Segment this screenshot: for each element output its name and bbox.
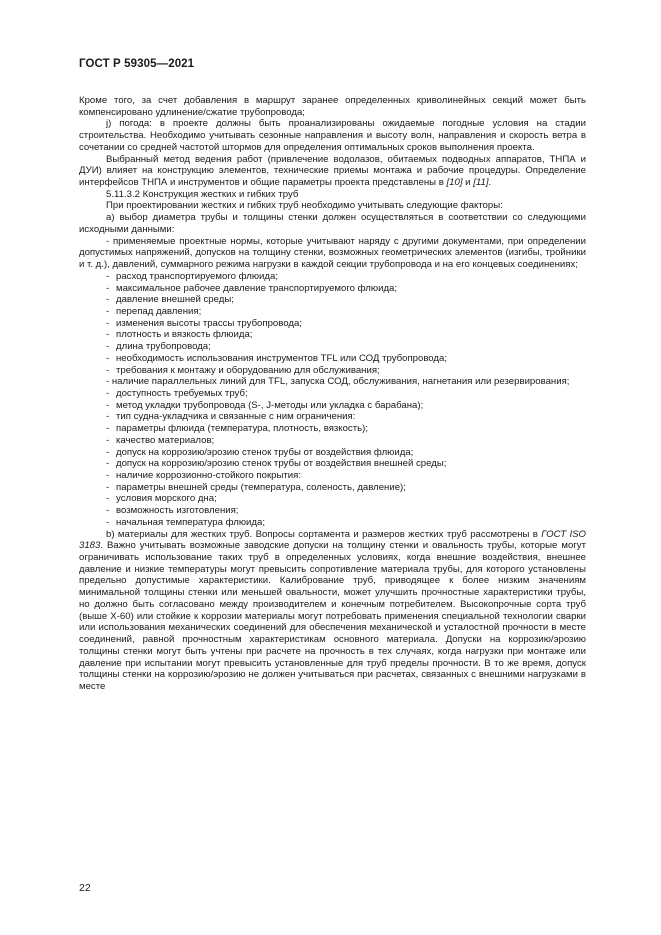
list-item: - перепад давления; [106,305,202,317]
list-item: - метод укладки трубопровода (S-, J-методы или укладка с барабана); [106,399,424,411]
paragraph-weather: j) погода: в проекте должны быть проанализированы ожидаемые погодные условия на стадии строительства. Необходимо учитывать сезонные направления и высоту волн, направления и скорость ветра в сочетании со средней частотой штормов для определения оптимальных сроков выполнения проекта. [79,118,586,153]
list-item: - параметры внешней среды (температура, соленость, давление); [106,481,406,493]
list-item: - тип судна-укладчика и связанные с ним ограничения: [106,411,356,423]
page-body [79,95,586,693]
list-item: - возможность изготовления; [106,505,239,517]
list-item: - максимальное рабочее давление транспортируемого флюида; [106,282,398,294]
paragraph: Кроме того, за счет добавления в маршрут заранее определенных криволинейных секций может быть компенсировано удлинение/сжатие трубопровода; [79,95,586,118]
list-item: - необходимость использования инструментов TFL или СОД трубопровода; [106,352,448,364]
paragraph-item-a: а) выбор диаметра трубы и толщины стенки должен осуществляться в соответствии со следующими исходными данными: [79,212,586,235]
paragraph-item-b: b) материалы для жестких труб. Вопросы сортамента и размеров жестких труб рассмотрены в ГОСТ ISO 3183. Важно учитывать возможные заводские допуски на толщину стенки и овальность трубы, которые могут ограничивать использование таких труб в определенных условиях, когда внешние воздействия, внешнее давление и низкие температуры могут превысить сопротивление материала трубы, для которого установлены предельно допустимые характеристики. Калибрование труб, приводящее к более низким значениям минимальной толщины стенки или меньшей овальности, может улучшить прочностные характеристики трубы, но должно быть согласовано между производителем и конечным потребителем. Высокопрочные сорта труб (выше Х-60) или стойкие к коррозии материалы могут потребовать применения специальной технологии сварки или использования механических соединений для обеспечения механической и усталостной прочности в месте соединений, равной прочностным характеристикам основного материала. Допуски на коррозию/эрозию толщины стенки могут быть учтены при расчете на прочность в тех случаях, когда нагрузки при монтаже или давление при испытании могут превысить установленные для труб пределы прочности. В то же время, допуск толщины стенки на коррозию/эрозию не должен учитываться при расчетах, связанных с внешними нагрузками в месте [79,528,586,692]
list-item: - качество материалов; [106,434,215,446]
reference-11: [11] [473,177,489,189]
list-item: - параметры флюида (температура, плотность, вязкость); [106,423,368,435]
paragraph-parallel-lines: - наличие параллельных линий для TFL, запуска СОД, обслуживания, нагнетания или резервирования; [106,376,570,388]
section-heading: 5.11.3.2 Конструкция жестких и гибких труб [106,188,299,200]
list-item: - плотность и вязкость флюида; [106,329,253,341]
list-item: - допуск на коррозию/эрозию стенок трубы от воздействия флюида; [106,446,414,458]
list-item: - наличие коррозионно-стойкого покрытия: [106,470,301,481]
document-code: ГОСТ Р 59305—2021 [79,58,195,70]
factor-list-a [79,271,586,376]
standard-reference: ГОСТ ISO 3183 [79,528,586,552]
paragraph: При проектировании жестких и гибких труб необходимо учитывать следующие факторы: [106,200,503,212]
list-item: - требования к монтажу и оборудованию для обслуживания; [106,364,380,376]
list-item: - расход транспортируемого флюида; [106,270,279,282]
reference-10: [10] [446,177,463,189]
list-item: - допуск на коррозию/эрозию стенок трубы от воздействия внешней среды; [106,458,447,470]
list-item: - длина трубопровода; [106,341,211,353]
page-number: 22 [79,882,91,894]
paragraph-design-norms: - применяемые проектные нормы, которые учитывают наряду с другими документами, при определении допустимых напряжений, допусков на толщину стенки, возможных геометрических элементов (изгибы, тройники и т. д.), давлений, суммарного режима нагрузки в каждой секции трубопровода и на его концевых соединениях; [79,235,586,271]
list-item: - начальная температура флюида; [106,516,266,528]
list-item: - давление внешней среды; [106,294,234,306]
list-item: - доступность требуемых труб; [106,387,248,399]
list-item: - условия морского дна; [106,493,217,505]
factor-list-b [79,388,586,529]
list-item: - изменения высоты трассы трубопровода; [106,317,302,329]
paragraph-method: Выбранный метод ведения работ (привлечение водолазов, обитаемых подводных аппаратов, ТНПА и ДУИ) влияет на конструкцию элементов, технические приемы монтажа и рабочие процедуры. Определение интерфейсов ТНПА и инструментов и общие параметры проекта представлены в [10] и [11]. [79,153,586,189]
